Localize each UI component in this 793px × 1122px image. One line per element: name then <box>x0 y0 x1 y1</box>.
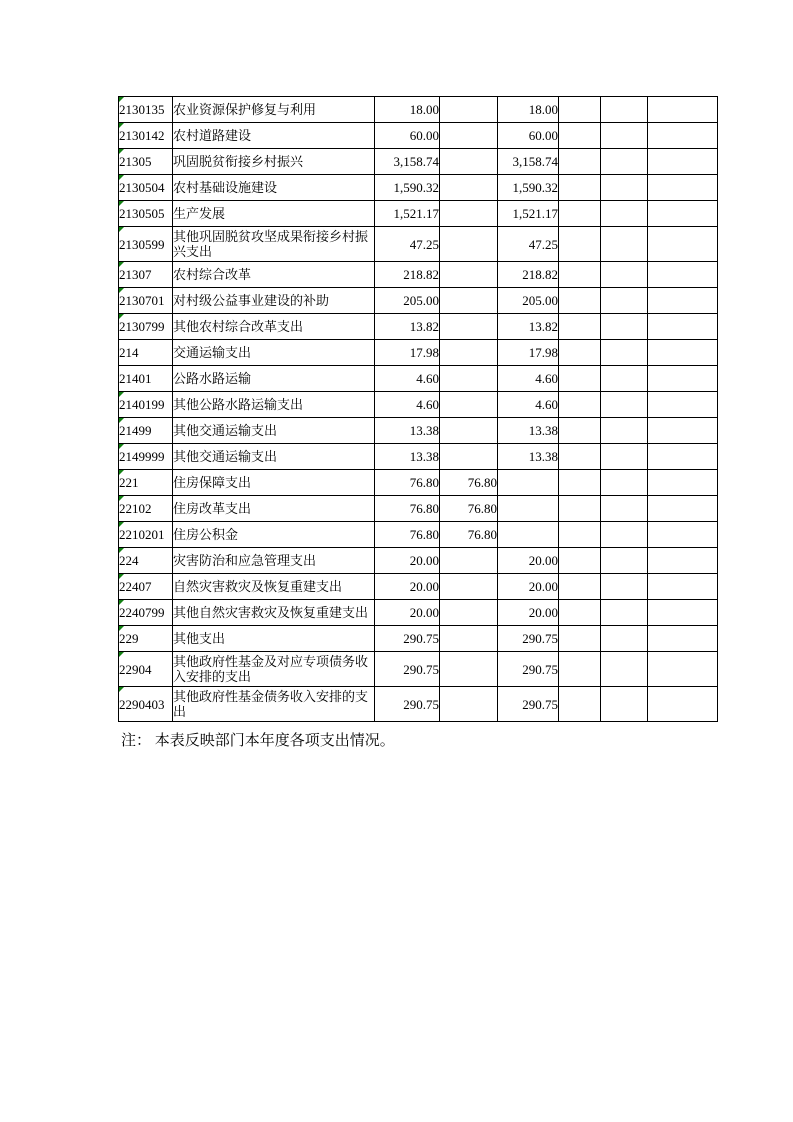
subject-name-cell: 其他交通运输支出 <box>173 444 375 470</box>
amount-cell <box>559 314 601 340</box>
excel-error-triangle-icon <box>119 418 124 423</box>
amount-cell <box>559 262 601 288</box>
amount-cell <box>601 548 648 574</box>
amount-cell <box>601 522 648 548</box>
amount-cell <box>440 687 498 722</box>
subject-code-cell: 22904 <box>119 652 173 687</box>
table-footnote: 注： 本表反映部门本年度各项支出情况。 <box>121 733 395 749</box>
amount-cell: 17.98 <box>498 340 559 366</box>
amount-cell <box>601 366 648 392</box>
table-row <box>119 470 718 496</box>
subject-name-cell: 农业资源保护修复与利用 <box>173 97 375 123</box>
excel-error-triangle-icon <box>119 626 124 631</box>
subject-code-cell: 229 <box>119 626 173 652</box>
amount-cell: 13.38 <box>375 418 440 444</box>
table-row <box>119 201 718 227</box>
excel-error-triangle-icon <box>119 548 124 553</box>
amount-cell: 76.80 <box>375 496 440 522</box>
amount-cell <box>440 227 498 262</box>
table-row <box>119 123 718 149</box>
amount-cell <box>648 687 718 722</box>
table-row <box>119 149 718 175</box>
table-row <box>119 227 718 262</box>
amount-cell: 290.75 <box>375 652 440 687</box>
amount-cell: 1,590.32 <box>498 175 559 201</box>
amount-cell <box>559 444 601 470</box>
table-row <box>119 97 718 123</box>
subject-name-cell: 交通运输支出 <box>173 340 375 366</box>
subject-code-cell: 224 <box>119 548 173 574</box>
amount-cell <box>440 574 498 600</box>
subject-code-cell: 2130504 <box>119 175 173 201</box>
amount-cell <box>440 340 498 366</box>
amount-cell <box>559 175 601 201</box>
subject-code-cell: 214 <box>119 340 173 366</box>
amount-cell: 1,521.17 <box>375 201 440 227</box>
subject-name-cell: 对村级公益事业建设的补助 <box>173 288 375 314</box>
amount-cell <box>440 652 498 687</box>
excel-error-triangle-icon <box>119 496 124 501</box>
subject-name-cell: 其他政府性基金及对应专项债务收入安排的支出 <box>173 652 375 687</box>
amount-cell: 20.00 <box>375 574 440 600</box>
expenditure-table <box>118 96 718 722</box>
subject-code-cell: 221 <box>119 470 173 496</box>
subject-name-cell: 巩固脱贫衔接乡村振兴 <box>173 149 375 175</box>
excel-error-triangle-icon <box>119 600 124 605</box>
subject-name-cell: 农村综合改革 <box>173 262 375 288</box>
amount-cell <box>559 548 601 574</box>
amount-cell <box>648 496 718 522</box>
amount-cell <box>648 470 718 496</box>
amount-cell: 13.82 <box>498 314 559 340</box>
amount-cell <box>601 340 648 366</box>
amount-cell <box>559 470 601 496</box>
amount-cell: 4.60 <box>498 366 559 392</box>
subject-name-cell: 自然灾害救灾及恢复重建支出 <box>173 574 375 600</box>
table-row <box>119 340 718 366</box>
amount-cell: 1,590.32 <box>375 175 440 201</box>
amount-cell: 290.75 <box>375 626 440 652</box>
amount-cell <box>648 522 718 548</box>
excel-error-triangle-icon <box>119 574 124 579</box>
table-row <box>119 548 718 574</box>
excel-error-triangle-icon <box>119 123 124 128</box>
amount-cell <box>601 496 648 522</box>
amount-cell <box>648 366 718 392</box>
amount-cell: 4.60 <box>375 366 440 392</box>
amount-cell: 18.00 <box>375 97 440 123</box>
amount-cell <box>440 288 498 314</box>
amount-cell <box>440 314 498 340</box>
amount-cell: 4.60 <box>498 392 559 418</box>
amount-cell <box>559 392 601 418</box>
amount-cell <box>601 444 648 470</box>
amount-cell: 47.25 <box>498 227 559 262</box>
amount-cell <box>601 149 648 175</box>
table-row <box>119 262 718 288</box>
amount-cell <box>648 392 718 418</box>
amount-cell: 76.80 <box>440 522 498 548</box>
table-row <box>119 626 718 652</box>
excel-error-triangle-icon <box>119 149 124 154</box>
amount-cell: 205.00 <box>375 288 440 314</box>
excel-error-triangle-icon <box>119 314 124 319</box>
table-row <box>119 444 718 470</box>
subject-code-cell: 2130135 <box>119 97 173 123</box>
amount-cell: 290.75 <box>498 687 559 722</box>
amount-cell <box>648 418 718 444</box>
amount-cell <box>498 522 559 548</box>
subject-name-cell: 住房改革支出 <box>173 496 375 522</box>
subject-code-cell: 21401 <box>119 366 173 392</box>
amount-cell: 3,158.74 <box>498 149 559 175</box>
amount-cell: 13.38 <box>498 444 559 470</box>
amount-cell: 13.82 <box>375 314 440 340</box>
amount-cell <box>601 687 648 722</box>
amount-cell <box>648 444 718 470</box>
subject-code-cell: 2290403 <box>119 687 173 722</box>
subject-name-cell: 灾害防治和应急管理支出 <box>173 548 375 574</box>
amount-cell <box>440 262 498 288</box>
amount-cell: 205.00 <box>498 288 559 314</box>
table-row <box>119 314 718 340</box>
subject-code-cell: 2130142 <box>119 123 173 149</box>
subject-code-cell: 2140199 <box>119 392 173 418</box>
amount-cell <box>601 97 648 123</box>
subject-code-cell: 2240799 <box>119 600 173 626</box>
amount-cell <box>559 418 601 444</box>
amount-cell <box>559 652 601 687</box>
amount-cell <box>559 201 601 227</box>
amount-cell <box>559 687 601 722</box>
amount-cell <box>498 496 559 522</box>
amount-cell <box>648 626 718 652</box>
amount-cell: 20.00 <box>498 574 559 600</box>
excel-error-triangle-icon <box>119 175 124 180</box>
amount-cell <box>601 626 648 652</box>
excel-error-triangle-icon <box>119 227 124 232</box>
excel-error-triangle-icon <box>119 687 124 692</box>
amount-cell <box>559 496 601 522</box>
amount-cell: 17.98 <box>375 340 440 366</box>
amount-cell <box>601 175 648 201</box>
amount-cell <box>648 123 718 149</box>
subject-code-cell: 21499 <box>119 418 173 444</box>
table-row <box>119 522 718 548</box>
amount-cell <box>648 262 718 288</box>
amount-cell <box>601 262 648 288</box>
amount-cell <box>648 548 718 574</box>
amount-cell <box>559 97 601 123</box>
amount-cell <box>440 626 498 652</box>
amount-cell: 20.00 <box>498 548 559 574</box>
amount-cell: 290.75 <box>498 626 559 652</box>
amount-cell: 76.80 <box>375 470 440 496</box>
amount-cell <box>440 600 498 626</box>
table-row <box>119 175 718 201</box>
subject-name-cell: 住房保障支出 <box>173 470 375 496</box>
amount-cell: 290.75 <box>375 687 440 722</box>
amount-cell <box>440 149 498 175</box>
subject-name-cell: 其他农村综合改革支出 <box>173 314 375 340</box>
amount-cell <box>648 288 718 314</box>
amount-cell <box>498 470 559 496</box>
amount-cell <box>648 314 718 340</box>
amount-cell <box>559 340 601 366</box>
subject-name-cell: 生产发展 <box>173 201 375 227</box>
subject-name-cell: 农村道路建设 <box>173 123 375 149</box>
amount-cell: 60.00 <box>498 123 559 149</box>
subject-code-cell: 21305 <box>119 149 173 175</box>
amount-cell <box>559 288 601 314</box>
amount-cell <box>440 97 498 123</box>
subject-code-cell: 21307 <box>119 262 173 288</box>
amount-cell <box>601 227 648 262</box>
amount-cell <box>601 392 648 418</box>
excel-error-triangle-icon <box>119 392 124 397</box>
amount-cell <box>601 574 648 600</box>
amount-cell <box>648 201 718 227</box>
amount-cell <box>440 201 498 227</box>
amount-cell: 76.80 <box>440 470 498 496</box>
subject-name-cell: 其他支出 <box>173 626 375 652</box>
excel-error-triangle-icon <box>119 652 124 657</box>
table-row <box>119 574 718 600</box>
amount-cell: 18.00 <box>498 97 559 123</box>
amount-cell <box>601 600 648 626</box>
excel-error-triangle-icon <box>119 522 124 527</box>
amount-cell <box>648 340 718 366</box>
subject-name-cell: 其他政府性基金债务收入安排的支出 <box>173 687 375 722</box>
amount-cell <box>559 626 601 652</box>
amount-cell: 218.82 <box>498 262 559 288</box>
amount-cell: 76.80 <box>375 522 440 548</box>
subject-code-cell: 2149999 <box>119 444 173 470</box>
subject-name-cell: 公路水路运输 <box>173 366 375 392</box>
excel-error-triangle-icon <box>119 262 124 267</box>
excel-error-triangle-icon <box>119 470 124 475</box>
amount-cell: 47.25 <box>375 227 440 262</box>
amount-cell <box>440 366 498 392</box>
table-row <box>119 600 718 626</box>
amount-cell <box>601 314 648 340</box>
table-row <box>119 652 718 687</box>
amount-cell <box>440 548 498 574</box>
table-row <box>119 288 718 314</box>
subject-name-cell: 农村基础设施建设 <box>173 175 375 201</box>
amount-cell <box>559 574 601 600</box>
amount-cell: 13.38 <box>498 418 559 444</box>
amount-cell <box>601 123 648 149</box>
subject-name-cell: 其他交通运输支出 <box>173 418 375 444</box>
amount-cell <box>601 201 648 227</box>
subject-code-cell: 22102 <box>119 496 173 522</box>
subject-code-cell: 2130599 <box>119 227 173 262</box>
table-row <box>119 366 718 392</box>
amount-cell <box>440 444 498 470</box>
amount-cell <box>440 123 498 149</box>
amount-cell <box>601 652 648 687</box>
amount-cell <box>648 97 718 123</box>
amount-cell <box>440 175 498 201</box>
amount-cell <box>648 574 718 600</box>
subject-name-cell: 住房公积金 <box>173 522 375 548</box>
amount-cell: 60.00 <box>375 123 440 149</box>
amount-cell <box>440 418 498 444</box>
amount-cell <box>559 522 601 548</box>
amount-cell <box>601 418 648 444</box>
expenditure-table-container <box>118 96 718 722</box>
table-row <box>119 496 718 522</box>
amount-cell <box>559 227 601 262</box>
subject-code-cell: 2130505 <box>119 201 173 227</box>
subject-code-cell: 2210201 <box>119 522 173 548</box>
amount-cell: 13.38 <box>375 444 440 470</box>
amount-cell <box>648 175 718 201</box>
amount-cell: 3,158.74 <box>375 149 440 175</box>
subject-name-cell: 其他巩固脱贫攻坚成果衔接乡村振兴支出 <box>173 227 375 262</box>
subject-name-cell: 其他自然灾害救灾及恢复重建支出 <box>173 600 375 626</box>
amount-cell: 20.00 <box>498 600 559 626</box>
amount-cell: 290.75 <box>498 652 559 687</box>
subject-code-cell: 2130799 <box>119 314 173 340</box>
amount-cell <box>601 288 648 314</box>
amount-cell <box>559 366 601 392</box>
amount-cell: 76.80 <box>440 496 498 522</box>
amount-cell <box>648 227 718 262</box>
excel-error-triangle-icon <box>119 444 124 449</box>
amount-cell <box>559 123 601 149</box>
subject-code-cell: 22407 <box>119 574 173 600</box>
amount-cell: 20.00 <box>375 600 440 626</box>
amount-cell: 20.00 <box>375 548 440 574</box>
amount-cell <box>559 600 601 626</box>
subject-name-cell: 其他公路水路运输支出 <box>173 392 375 418</box>
amount-cell: 218.82 <box>375 262 440 288</box>
amount-cell <box>601 470 648 496</box>
amount-cell: 4.60 <box>375 392 440 418</box>
excel-error-triangle-icon <box>119 288 124 293</box>
excel-error-triangle-icon <box>119 97 124 102</box>
amount-cell <box>648 149 718 175</box>
table-row <box>119 418 718 444</box>
excel-error-triangle-icon <box>119 201 124 206</box>
amount-cell <box>440 392 498 418</box>
amount-cell: 1,521.17 <box>498 201 559 227</box>
amount-cell <box>648 652 718 687</box>
amount-cell <box>559 149 601 175</box>
subject-code-cell: 2130701 <box>119 288 173 314</box>
amount-cell <box>648 600 718 626</box>
table-row <box>119 687 718 722</box>
table-row <box>119 392 718 418</box>
